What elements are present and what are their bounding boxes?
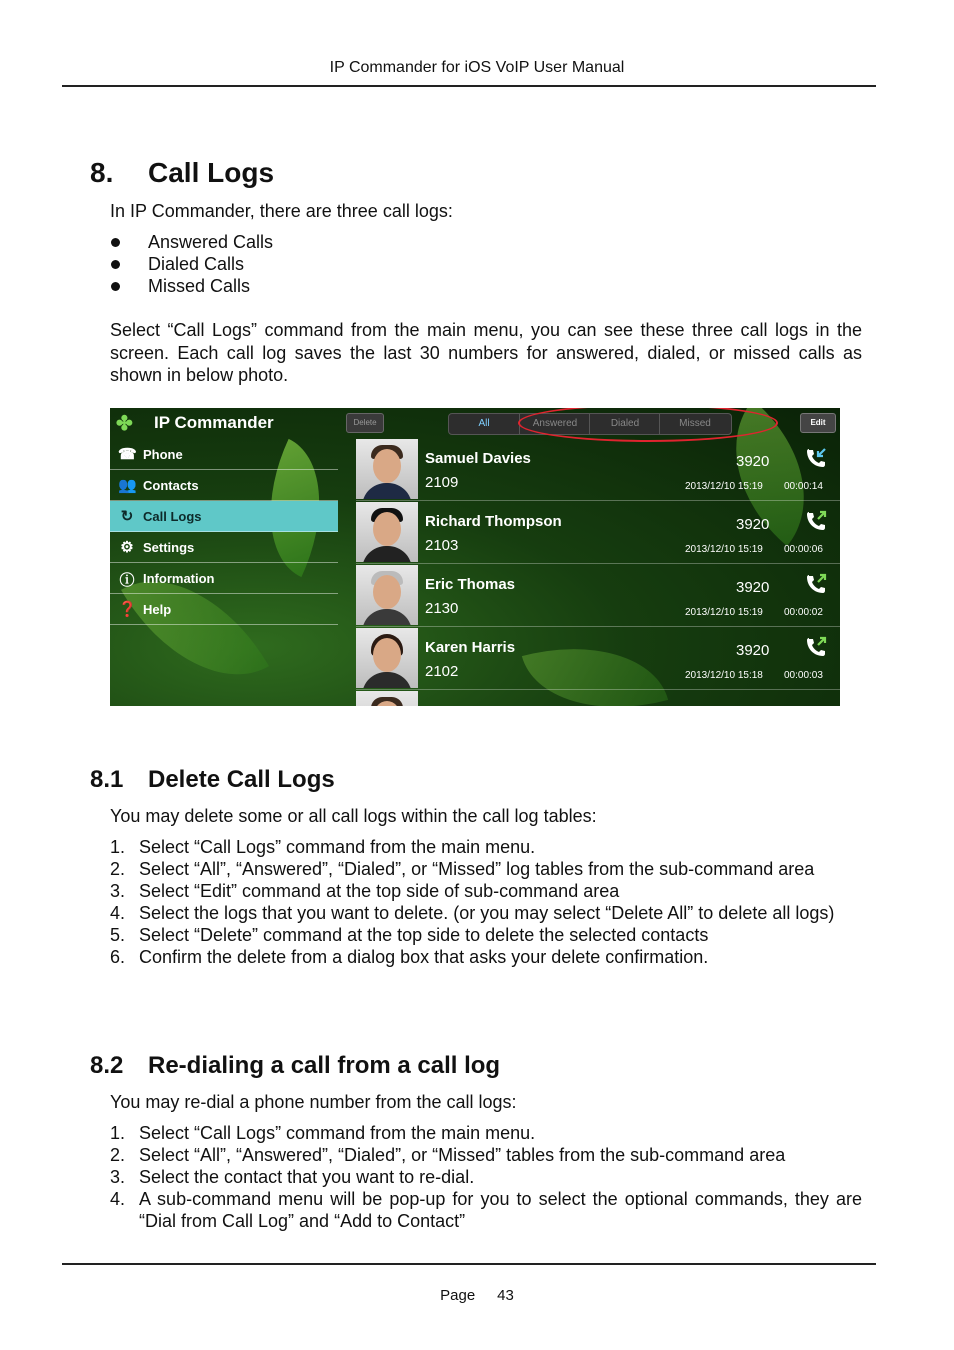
contact-name: Samuel Davies [425,450,531,467]
list-item: 2. Select “All”, “Answered”, “Dialed”, or “Missed” log tables from the sub-command area [110,859,815,879]
avatar [356,691,418,706]
contact-name: Eric Thomas [425,576,516,593]
avatar [356,439,418,499]
list-item: 5. Select “Delete” command at the top side to delete the selected contacts [110,925,709,945]
call-log-row[interactable] [356,564,840,627]
list-item: 3. Select the contact that you want to re-dial. [110,1167,475,1187]
called-number: 3920 [736,579,770,596]
called-number: 3920 [736,453,770,470]
delete-button[interactable]: Delete [346,413,384,433]
section-number: 8.2 [90,1052,124,1079]
call-log-row[interactable] [356,438,840,501]
footer-rule [62,1263,876,1265]
sidebar-item-label: Call Logs [143,509,202,524]
list-item: 4. Select the logs that you want to delete. (or you may select “Delete All” to delete all logs) [110,903,835,923]
call-datetime: 2013/12/10 15:19 [685,481,763,492]
header-rule [62,85,876,87]
called-number: 3920 [736,642,770,659]
page-number: 43 [497,1287,514,1304]
called-number: 3920 [736,516,770,533]
running-header: IP Commander for iOS VoIP User Manual [329,59,625,76]
app-title: IP Commander [154,413,274,432]
sidebar-item-contacts[interactable] [110,470,338,501]
main-menu [110,439,338,625]
tab-missed[interactable]: Missed [659,414,730,434]
intro-text: You may re-dial a phone number from the call logs: [110,1092,517,1112]
contact-extension: 2103 [425,537,459,554]
intro-text: In IP Commander, there are three call logs: [110,201,453,221]
call-log-panel [338,408,840,706]
sidebar [110,408,338,706]
list-item: Answered Calls [110,231,273,253]
avatar [356,502,418,562]
call-log-row[interactable] [356,501,840,564]
sidebar-item-phone[interactable] [110,439,338,470]
section-number: 8.1 [90,766,124,793]
list-item: Dialed Calls [110,253,273,275]
contact-name: Richard Thompson [425,513,562,530]
sidebar-item-label: Information [143,571,215,586]
delete-steps-list [110,836,862,968]
page-footer [0,1287,954,1304]
section-8-heading [90,157,274,189]
sidebar-item-information[interactable] [110,563,338,594]
settings-icon: ⚙ [120,539,134,556]
section-8-2-heading [90,1052,500,1080]
list-item: 1. Select “Call Logs” command from the main menu. [110,1123,536,1143]
edit-button[interactable]: Edit [800,413,836,433]
sub-command-bar [338,408,840,438]
section-title: Delete Call Logs [148,766,335,793]
sidebar-item-call-logs[interactable] [110,501,338,532]
dialed-call-icon[interactable] [804,509,828,533]
contact-extension: 2130 [425,600,459,617]
call-log-row-partial[interactable] [356,690,840,706]
section-title: Call Logs [148,157,275,188]
list-item: Missed Calls [110,275,273,297]
avatar [356,628,418,688]
list-item: 2. Select “All”, “Answered”, “Dialed”, or “Missed” tables from the sub-command area [110,1145,786,1165]
section-8-1-heading [90,766,335,794]
help-icon: ❓ [118,601,137,618]
sidebar-item-label: Phone [143,447,183,462]
call-duration: 00:00:14 [784,481,823,492]
call-log-row[interactable] [356,627,840,690]
call-duration: 00:00:03 [784,670,823,681]
app-brand [110,408,338,438]
dialed-call-icon[interactable] [804,572,828,596]
contact-name: Karen Harris [425,639,516,656]
call-log-types-list [110,231,273,297]
tab-answered[interactable]: Answered [519,414,590,434]
app-screenshot [110,408,840,706]
sidebar-item-label: Help [143,602,172,617]
leaf-logo-icon: ✤ [116,413,133,435]
avatar [356,565,418,625]
sidebar-item-label: Settings [143,540,195,555]
tab-dialed[interactable]: Dialed [589,414,660,434]
tab-all[interactable]: All [478,418,490,429]
answered-call-icon[interactable] [804,446,828,470]
list-item: 6. Confirm the delete from a dialog box that asks your delete confirmation. [110,947,709,967]
phone-icon: ☎ [118,446,137,463]
intro-text: You may delete some or all call logs within the call log tables: [110,806,597,826]
call-duration: 00:00:06 [784,544,823,555]
call-datetime: 2013/12/10 15:18 [685,670,763,681]
sidebar-item-settings[interactable] [110,532,338,563]
contact-extension: 2109 [425,474,459,491]
call-logs-icon: ↻ [120,508,134,525]
call-datetime: 2013/12/10 15:19 [685,544,763,555]
section-title: Re-dialing a call from a call log [148,1052,501,1079]
dialed-call-icon[interactable] [804,635,828,659]
sidebar-item-help[interactable] [110,594,338,625]
section-number: 8. [90,157,114,188]
call-duration: 00:00:02 [784,607,823,618]
contacts-icon: 👥 [118,477,137,494]
list-item: 3. Select “Edit” command at the top side of sub-command area [110,881,620,901]
list-item: 1. Select “Call Logs” command from the main menu. [110,837,536,857]
highlight-annotation-oval [518,408,778,442]
page-label: Page [440,1287,476,1304]
sidebar-item-label: Contacts [143,478,199,493]
call-datetime: 2013/12/10 15:19 [685,607,763,618]
information-icon: ⓘ [119,572,135,589]
redial-steps-list [110,1122,862,1232]
contact-extension: 2102 [425,663,459,680]
list-item: 4. A sub-command menu will be pop-up for you to select the optional commands, they are “Dial from Call Log” and “Add to Contact” [110,1189,862,1231]
description-paragraph: Select “Call Logs” command from the main menu, you can see these three call logs in the screen. Each call log saves the last 30 numbers for answered, dialed, or missed calls as shown in below photo. [110,320,862,385]
